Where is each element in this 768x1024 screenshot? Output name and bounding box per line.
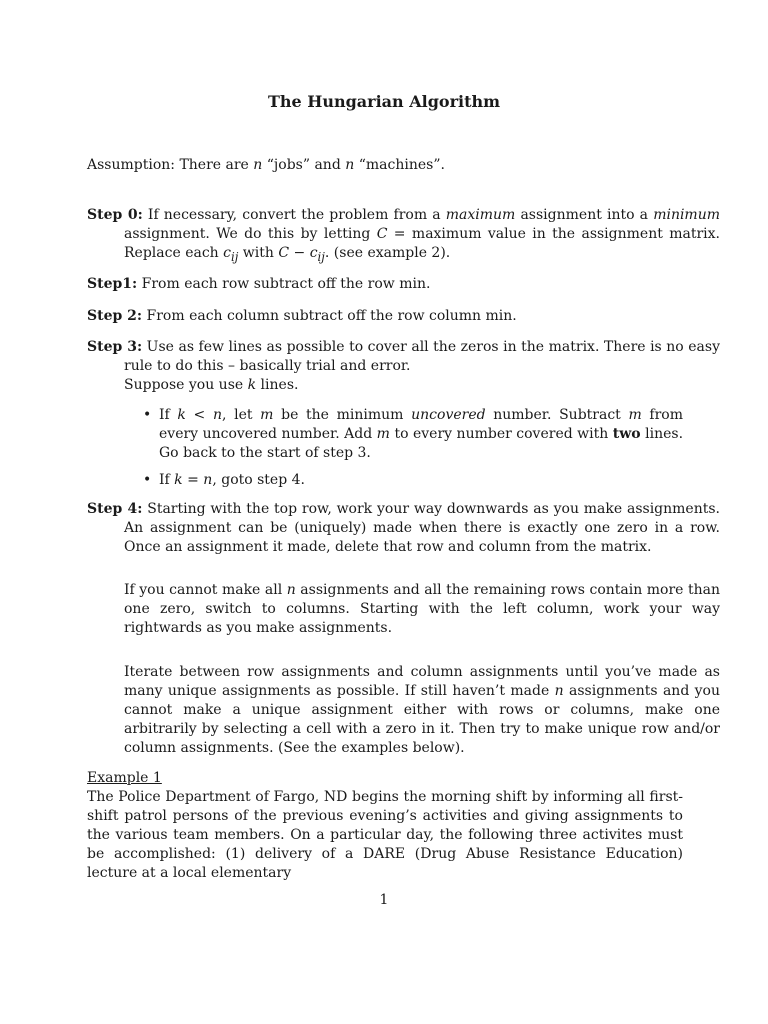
page-number: 1 — [379, 892, 389, 908]
example-1-heading: Example 1 — [87, 770, 162, 786]
example-1-text: The Police Department of Fargo, ND begins the morning shift by informing all first-shift patrol persons of the previous evening’s activities and giving assignments to the various team members. On a particular day, the following three activites must be accomplished: (1) delivery of a DARE (Drug Abuse Resistance Education) lecture at a local elementary — [87, 789, 683, 881]
assumption-line: Assumption: There are n “jobs” and n “machines”. — [87, 157, 445, 173]
step-0: Step 0: If necessary, convert the problem from a maximum assignment into a minimum assignment. We do this by letting C = maximum value in the assignment matrix. Replace each $c_{ij}$ with $C - c_{ij}$. (see example 2). — [87, 207, 721, 264]
step-3-bullets — [87, 406, 683, 490]
step-2-label: Step 2: — [87, 308, 143, 324]
step-4-paragraph-3: Iterate between row assignments and column assignments until you’ve made as many unique assignments as possible. If still haven’t made n assignments and you cannot make a unique assignment either with rows or columns, make one arbitrarily by selecting a cell with a zero in it. Then try to make unique row and/or column assignments. (See the examples below). — [124, 664, 720, 756]
step-0-label: Step 0: — [87, 207, 143, 223]
step-1-label: Step1: — [87, 276, 138, 292]
step-3: Step 3: Use as few lines as possible to cover all the zeros in the matrix. There is no easy rule to do this – basically trial and error. Suppose you use k lines. — [87, 339, 720, 393]
page-title: The Hungarian Algorithm — [267, 92, 501, 111]
step-1: Step1: From each row subtract off the row min. — [87, 276, 431, 292]
bullet-item: • If k = n, goto step 4. — [143, 472, 305, 488]
step-4-label: Step 4: — [87, 501, 143, 517]
step-4: Step 4: Starting with the top row, work your way downwards as you make assignments. An assignment can be (uniquely) made when there is exactly one zero in a row. Once an assignment it made, delete that row and column from the matrix. — [87, 501, 720, 555]
step-2: Step 2: From each column subtract off the row column min. — [87, 308, 517, 324]
bullet-item: • If k < n, let m be the minimum uncovered number. Subtract m from every uncovered number. Add m to every number covered with two lines. Go back to the start of step 3. — [143, 407, 684, 461]
step-3-label: Step 3: — [87, 339, 143, 355]
step-4-paragraph-2: If you cannot make all n assignments and all the remaining rows contain more than one zero, switch to columns. Starting with the left column, work your way rightwards as you make assignments. — [124, 582, 720, 636]
bullet-icon: • — [143, 407, 152, 423]
bullet-icon: • — [143, 472, 152, 488]
